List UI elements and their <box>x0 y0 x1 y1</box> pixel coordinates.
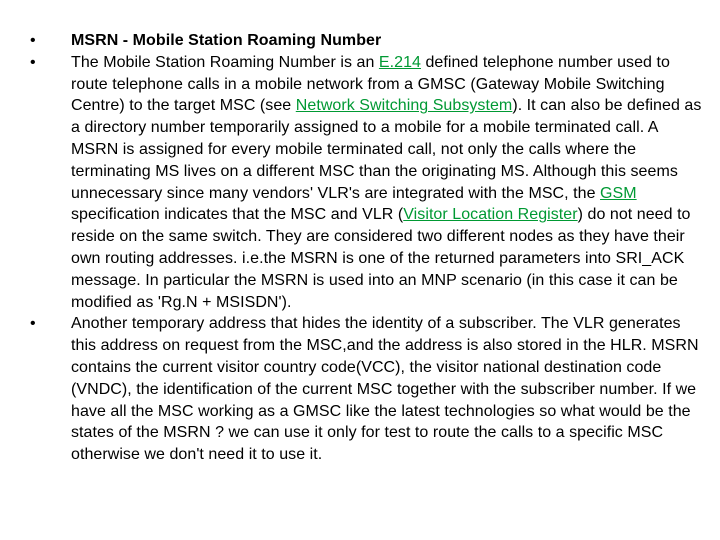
link-network-switching-subsystem[interactable]: Network Switching Subsystem <box>295 97 513 115</box>
bullet-marker: • <box>30 32 36 49</box>
link-gsm[interactable]: GSM <box>600 184 637 202</box>
definition-text-3: ). It can also be defined as a directory number temporarily assigned to a mobile for a mobile terminated call. A MSRN is assigned for every mobile terminated call, not only the calls where the terminating MS lives on a different MSC than the originating MS. Although this seems unnecessary since many vendors' VLR's are integrated with the MSC, the <box>71 97 702 202</box>
link-e214[interactable]: E.214 <box>378 53 421 71</box>
bullet-item-temporary-address <box>30 313 702 466</box>
definition-text-2: defined telephone number used to route telephone calls in a mobile network from a GMSC (Gateway Mobile Switching Centre) to the target MSC (see <box>71 53 670 115</box>
definition-text-5: ) do not need to reside on the same switch. They are considered two different nodes as they have their own routing addresses. i.e.the MSRN is one of the returned parameters into SRI_ACK message. In particular the MSRN is used into an MNP scenario (in this case it can be modified as 'Rg.N + MSISDN'). <box>71 206 691 311</box>
bullet-title-text: MSRN - Mobile Station Roaming Number <box>71 32 382 49</box>
bullet-list <box>30 30 702 466</box>
bullet-marker: • <box>30 315 36 333</box>
bullet-item-title <box>30 30 702 52</box>
definition-text-1: The Mobile Station Roaming Number is an <box>71 53 379 71</box>
temporary-address-text: Another temporary address that hides the identity of a subscriber. The VLR generates this address on request from the MSC,and the address is also stored in the HLR. MSRN contains the current visitor country code(VCC), the visitor national destination code (VNDC), the identification of the current MSC together with the subscriber number. If we have all the MSC working as a GMSC like the latest technologies so what would be the states of the MSRN ? we can use it only for test to route the calls to a specific MSC otherwise we don't need it to use it. <box>71 315 699 464</box>
link-visitor-location-register[interactable]: Visitor Location Register <box>403 206 578 224</box>
bullet-item-definition <box>30 52 702 314</box>
definition-text-4: specification indicates that the MSC and VLR ( <box>71 206 404 224</box>
bullet-marker: • <box>30 53 36 71</box>
